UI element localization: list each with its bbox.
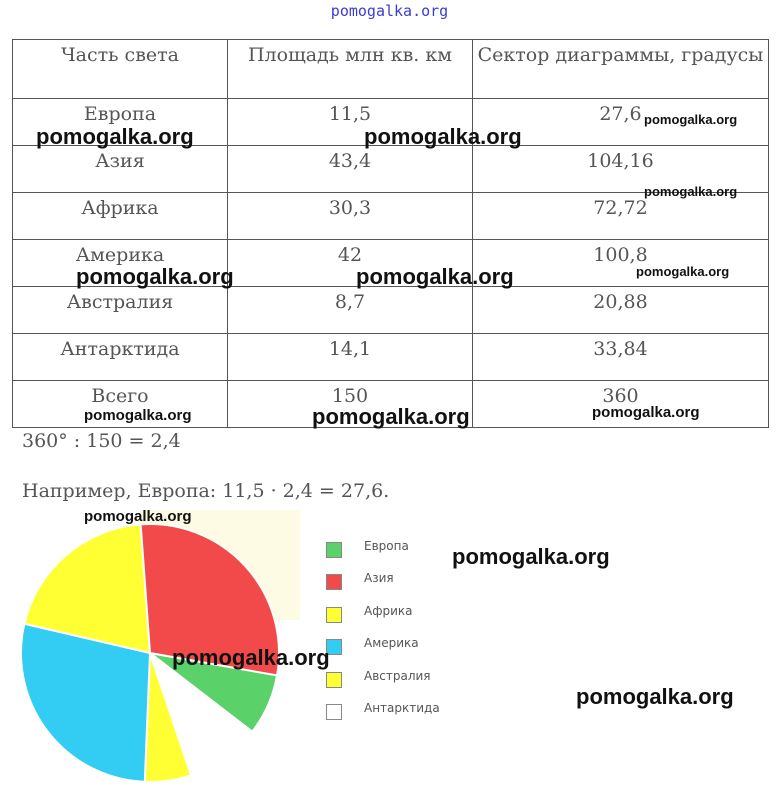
watermark: pomogalka.org xyxy=(364,124,522,149)
watermark: pomogalka.org xyxy=(592,404,700,421)
watermark: pomogalka.org xyxy=(36,124,194,149)
cell-region: Европа xyxy=(13,99,228,146)
cell-sector: 104,16 xyxy=(473,146,769,193)
cell-region: Австралия xyxy=(13,287,228,334)
legend-label: Африка xyxy=(364,603,413,618)
watermark: pomogalka.org xyxy=(644,184,738,199)
cell-sector: 100,8 xyxy=(473,240,769,287)
legend-label: Европа xyxy=(364,539,409,553)
legend-swatch xyxy=(326,574,342,590)
legend-swatch xyxy=(326,542,342,558)
calc-line-2: Например, Европа: 11,5 · 2,4 = 27,6. xyxy=(22,480,390,502)
watermark: pomogalka.org xyxy=(356,264,514,289)
cell-region: Антарктида xyxy=(13,334,228,381)
calc-line-1: 360° : 150 = 2,4 xyxy=(22,430,181,452)
column-header-sector: Сектор диаграммы, градусы xyxy=(473,40,769,99)
site-header: pomogalka.org xyxy=(330,2,449,20)
watermark: pomogalka.org xyxy=(576,684,734,709)
watermark: pomogalka.org xyxy=(636,264,730,279)
watermark: pomogalka.org xyxy=(84,508,192,525)
watermark: pomogalka.org xyxy=(84,407,192,424)
legend-label: Америка xyxy=(364,636,419,651)
table-row xyxy=(13,334,769,381)
cell-area: 8,7 xyxy=(228,287,473,334)
column-header-region: Часть света xyxy=(13,40,228,99)
cell-sector: 20,88 xyxy=(473,287,769,334)
cell-sector: 360 xyxy=(473,381,769,428)
cell-region: Африка xyxy=(13,193,228,240)
watermark: pomogalka.org xyxy=(76,264,234,289)
legend-label: Азия xyxy=(364,571,394,586)
table-row xyxy=(13,193,769,240)
table-header-row xyxy=(13,40,769,99)
cell-region: Всего xyxy=(13,381,228,428)
table-row xyxy=(13,287,769,334)
watermark: pomogalka.org xyxy=(172,645,330,670)
watermark: pomogalka.org xyxy=(644,112,738,127)
legend-label: Антарктида xyxy=(364,700,440,715)
cell-sector: 33,84 xyxy=(473,334,769,381)
legend-swatch xyxy=(326,607,342,623)
cell-sector: 27,6 xyxy=(473,99,769,146)
legend-label: Австралия xyxy=(364,668,431,683)
watermark: pomogalka.org xyxy=(452,544,610,569)
column-header-area: Площадь млн кв. км xyxy=(228,40,473,99)
cell-region: Америка xyxy=(13,240,228,287)
cell-area: 43,4 xyxy=(228,146,473,193)
cell-sector: 72,72 xyxy=(473,193,769,240)
watermark: pomogalka.org xyxy=(312,404,470,429)
legend-swatch xyxy=(326,704,342,720)
legend-swatch xyxy=(326,672,342,688)
cell-area: 14,1 xyxy=(228,334,473,381)
cell-area: 42 xyxy=(228,240,473,287)
cell-area: 11,5 xyxy=(228,99,473,146)
area-table xyxy=(12,39,769,428)
cell-area: 150 xyxy=(228,381,473,428)
cell-region: Азия xyxy=(13,146,228,193)
cell-area: 30,3 xyxy=(228,193,473,240)
